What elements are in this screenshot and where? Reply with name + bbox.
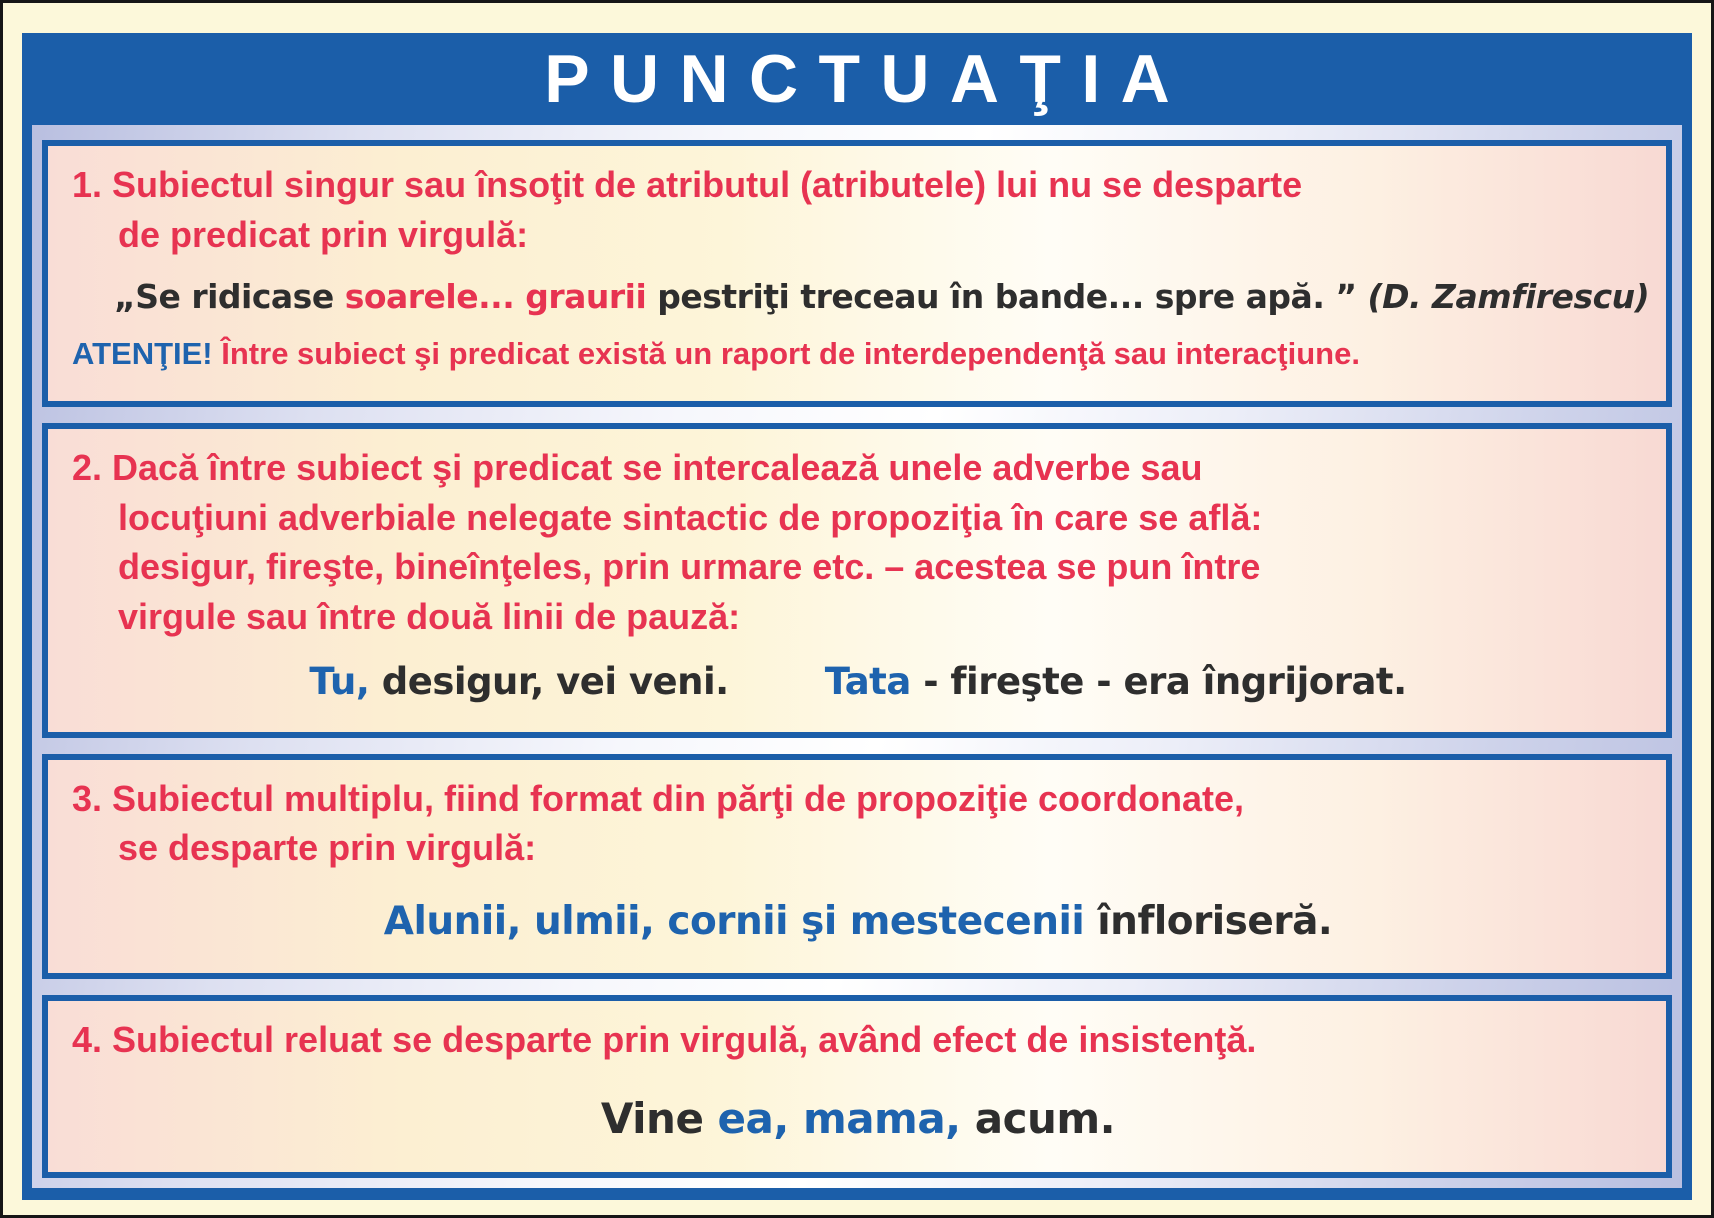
quote-segment: pestriţi treceau în bande... spre apă. ” [657,277,1368,317]
attention-note [72,336,1644,372]
quote-highlight: soarele... graurii [344,277,658,317]
example-verb: Vine [600,1094,718,1144]
section-2 [42,423,1672,737]
section-1-rule-line-2: de predicat prin virgulă: [118,213,529,255]
section-2-rule-line-2: locuţiuni adverbiale nelegate sintactic de propoziţia în care se află: [118,496,1263,538]
example-subject: Alunii, ulmii, cornii şi mestecenii [383,898,1085,944]
section-2-rule-line-3: desigur, fireşte, bineînţeles, prin urmare etc. – acestea se pun între [118,546,1261,588]
section-3-rule-line-1: 3. Subiectul multiplu, fiind format din părţi de propoziţie coordonate, [72,777,1245,819]
poster-title: PUNCTUAŢIA [544,41,1191,117]
attention-text: Între subiect şi predicat există un raport de interdependenţă sau interacţiune. [212,336,1360,372]
attention-label: ATENŢIE! [72,336,213,372]
section-4-rule-line-1: 4. Subiectul reluat se desparte prin virgulă, având efect de insistenţă. [72,1018,1257,1060]
section-1 [42,140,1672,407]
example-rest: acum. [974,1094,1116,1144]
example-sentence-2 [825,660,1407,703]
example-rest: - fireşte - era îngrijorat. [910,659,1407,703]
section-4 [42,995,1672,1178]
example-rest: desigur, vei veni. [369,659,729,703]
section-3-example [72,899,1644,944]
section-1-example-quote [114,277,1650,317]
example-subject: Tu, [309,659,370,703]
example-sentence-1 [309,660,728,703]
title-banner [32,33,1682,125]
section-3-rule-line-2: se desparte prin virgulă: [118,827,537,869]
section-2-examples [72,660,1644,703]
example-subject: ea, mama, [717,1094,975,1144]
quote-author: (D. Zamfirescu) [1367,277,1650,317]
example-rest: înfloriseră. [1084,898,1333,944]
poster-frame [22,33,1692,1200]
section-3 [42,754,1672,979]
poster-content [32,125,1682,1188]
example-subject: Tata [824,659,911,703]
section-2-rule-line-1: 2. Dacă între subiect şi predicat se intercalează unele adverbe sau [72,447,1203,489]
quote-segment: „Se ridicase [114,277,345,317]
section-1-rule-line-1: 1. Subiectul singur sau însoţit de atributul (atributele) lui nu se desparte [72,164,1303,205]
section-2-rule-line-4: virgule sau între două linii de pauză: [118,596,741,638]
section-4-example [72,1094,1644,1143]
